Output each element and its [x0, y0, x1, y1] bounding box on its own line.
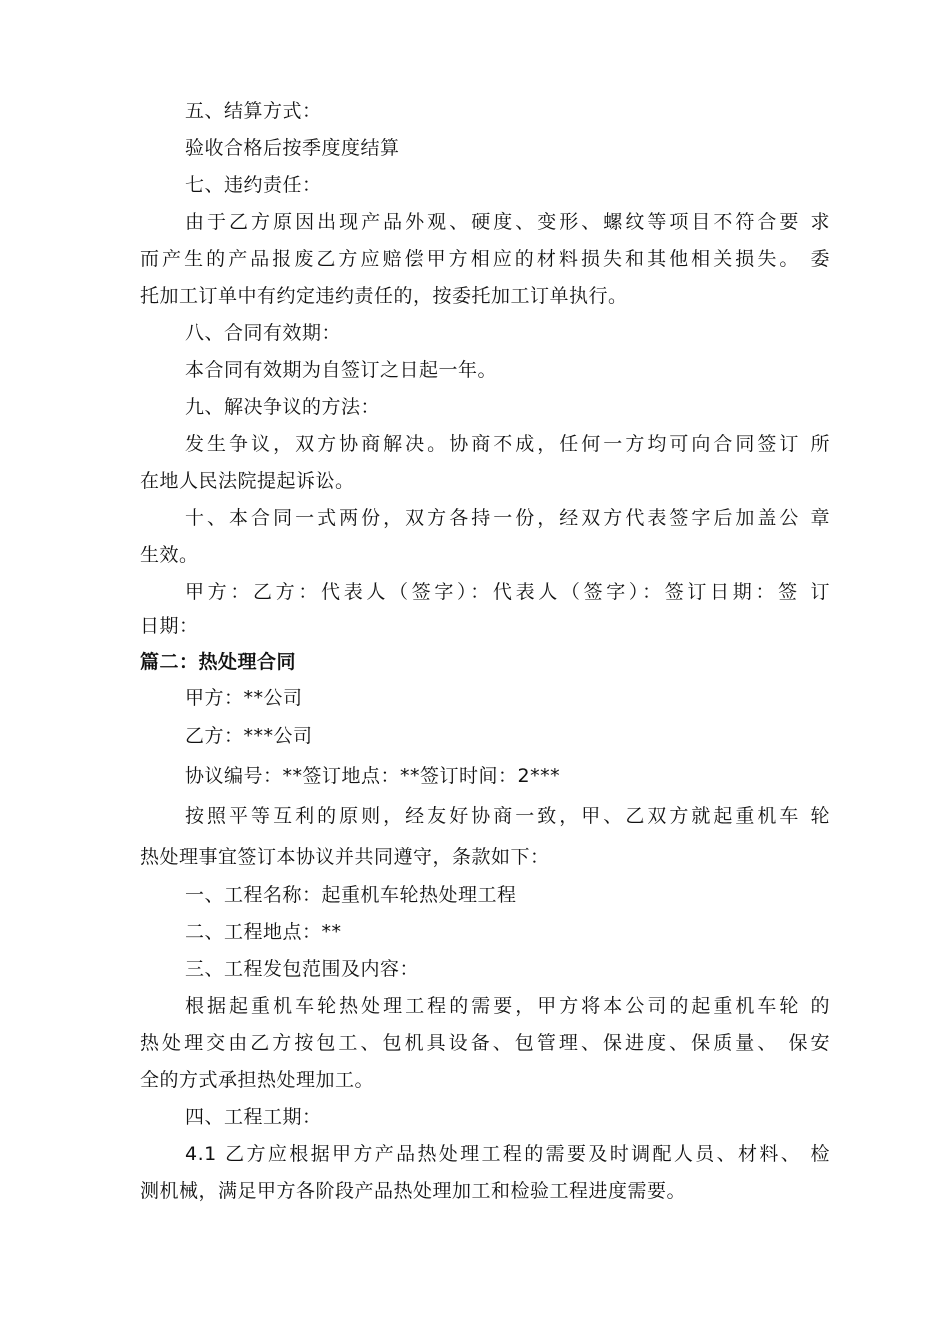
party-a-line: 甲方：**公司 [185, 687, 303, 709]
paragraph-line: 生效。 [140, 544, 199, 566]
paragraph-line: 托加工订单中有约定违约责任的，按委托加工订单执行。 [140, 285, 628, 307]
paragraph-line: 根据起重机车轮热处理工程的需要，甲方将本公司的起重机车轮 的 [185, 995, 830, 1017]
paragraph-line: 热处理交由乙方按包工、包机具设备、包管理、保进度、保质量、 保安 [140, 1032, 830, 1054]
agreement-info-line: 协议编号：**签订地点：**签订时间：2*** [185, 765, 561, 787]
section-heading-disputes: 九、解决争议的方法： [185, 396, 381, 418]
section-heading-validity: 八、合同有效期： [185, 322, 342, 344]
paragraph-line: 而产生的产品报废乙方应赔偿甲方相应的材料损失和其他相关损失。 委 [140, 248, 830, 270]
paragraph-line: 4.1 乙方应根据甲方产品热处理工程的需要及时调配人员、材料、 检 [185, 1143, 830, 1165]
section-heading-settlement: 五、结算方式： [185, 100, 322, 122]
paragraph-line: 全的方式承担热处理加工。 [140, 1069, 375, 1091]
article-heading: 篇二：热处理合同 [140, 651, 297, 673]
clause-scope-heading: 三、工程发包范围及内容： [185, 958, 420, 980]
signature-line: 日期： [140, 615, 199, 637]
party-b-line: 乙方：***公司 [185, 725, 313, 747]
paragraph-line: 按照平等互利的原则，经友好协商一致，甲、乙双方就起重机车 轮 [185, 805, 830, 827]
paragraph-line: 测机械，满足甲方各阶段产品热处理加工和检验工程进度需要。 [140, 1180, 687, 1202]
paragraph-settlement: 验收合格后按季度度结算 [185, 137, 400, 159]
paragraph-validity: 本合同有效期为自签订之日起一年。 [185, 359, 498, 381]
paragraph-line: 发生争议，双方协商解决。协商不成，任何一方均可向合同签订 所 [185, 433, 830, 455]
paragraph-line: 十、本合同一式两份，双方各持一份，经双方代表签字后加盖公 章 [185, 507, 830, 529]
clause-project-name: 一、工程名称：起重机车轮热处理工程 [185, 884, 517, 906]
paragraph-line: 热处理事宜签订本协议并共同遵守，条款如下： [140, 846, 550, 868]
paragraph-line: 在地人民法院提起诉讼。 [140, 470, 355, 492]
paragraph-line: 由于乙方原因出现产品外观、硬度、变形、螺纹等项目不符合要 求 [185, 211, 830, 233]
clause-schedule-heading: 四、工程工期： [185, 1106, 322, 1128]
section-heading-liability: 七、违约责任： [185, 174, 322, 196]
clause-project-location: 二、工程地点：** [185, 921, 342, 943]
signature-line: 甲方：乙方：代表人（签字）：代表人（签字）：签订日期：签 订 [185, 581, 830, 603]
